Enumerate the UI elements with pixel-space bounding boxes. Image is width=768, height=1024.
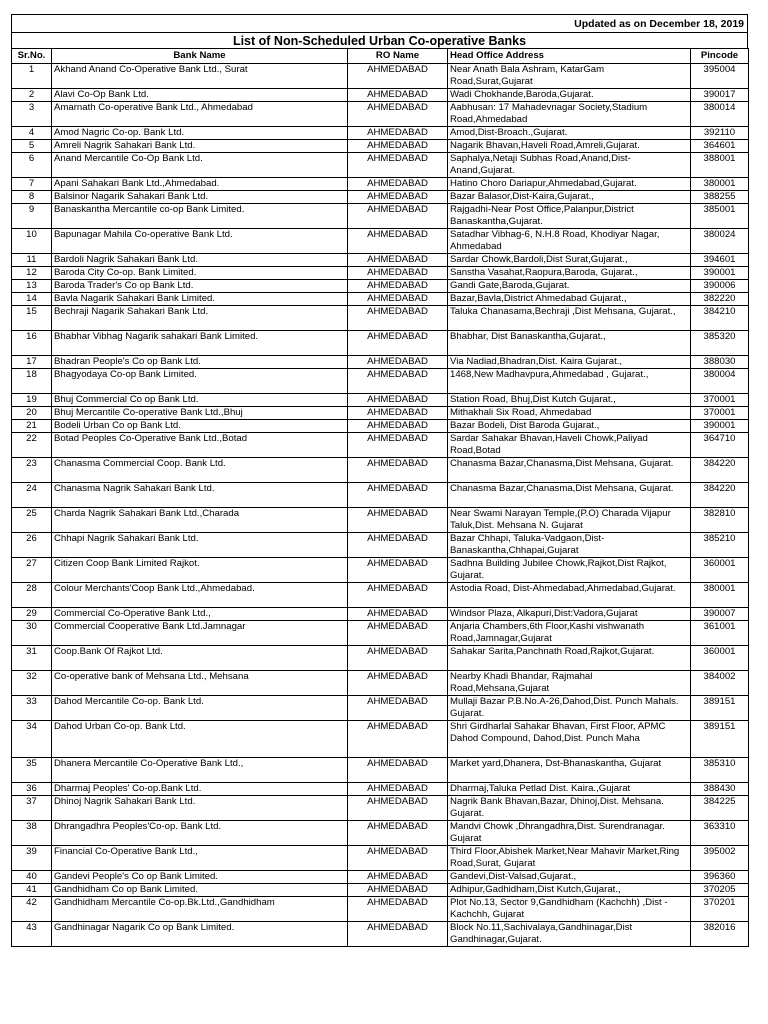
cell-sr-no: 28 [12, 583, 52, 608]
cell-bank-name: Chhapi Nagrik Sahakari Bank Ltd. [52, 533, 348, 558]
table-row [12, 458, 749, 483]
table-row [12, 433, 749, 458]
table-row [12, 280, 749, 293]
cell-ro-name: AHMEDABAD [348, 178, 448, 191]
cell-ro-name: AHMEDABAD [348, 846, 448, 871]
cell-address: Sardar Chowk,Bardoli,Dist Surat,Gujarat., [448, 254, 691, 267]
cell-address: Bazar,Bavla,District Ahmedabad Gujarat., [448, 293, 691, 306]
cell-pincode: 384220 [691, 458, 749, 483]
cell-bank-name: Gandhidham Mercantile Co-op.Bk.Ltd.,Gandhidham [52, 897, 348, 922]
table-row [12, 407, 749, 420]
table-row [12, 153, 749, 178]
cell-ro-name: AHMEDABAD [348, 608, 448, 621]
cell-bank-name: Dharmaj Peoples' Co-op.Bank Ltd. [52, 783, 348, 796]
cell-bank-name: Bechraji Nagarik Sahakari Bank Ltd. [52, 306, 348, 331]
cell-bank-name: Amarnath Co-operative Bank Ltd., Ahmedabad [52, 102, 348, 127]
cell-sr-no: 27 [12, 558, 52, 583]
cell-address: Bazar Chhapi, Taluka-Vadgaon,Dist-Banaskantha,Chhapai,Gujarat [448, 533, 691, 558]
cell-ro-name: AHMEDABAD [348, 483, 448, 508]
cell-pincode: 370001 [691, 394, 749, 407]
cell-sr-no: 25 [12, 508, 52, 533]
cell-sr-no: 30 [12, 621, 52, 646]
cell-pincode: 380001 [691, 178, 749, 191]
cell-address: Gandevi,Dist-Valsad,Gujarat., [448, 871, 691, 884]
cell-address: Saphalya,Netaji Subhas Road,Anand,Dist-Anand,Gujarat. [448, 153, 691, 178]
cell-pincode: 361001 [691, 621, 749, 646]
table-row [12, 783, 749, 796]
cell-address: Astodia Road, Dist-Ahmedabad,Ahmedabad,Gujarat. [448, 583, 691, 608]
header-bank-name: Bank Name [52, 49, 348, 64]
cell-sr-no: 8 [12, 191, 52, 204]
cell-pincode: 388001 [691, 153, 749, 178]
cell-pincode: 370205 [691, 884, 749, 897]
cell-sr-no: 14 [12, 293, 52, 306]
cell-ro-name: AHMEDABAD [348, 127, 448, 140]
cell-bank-name: Botad Peoples Co-Operative Bank Ltd.,Botad [52, 433, 348, 458]
cell-sr-no: 32 [12, 671, 52, 696]
table-row [12, 204, 749, 229]
table-row [12, 922, 749, 947]
cell-sr-no: 37 [12, 796, 52, 821]
table-row [12, 608, 749, 621]
cell-bank-name: Bardoli Nagrik Sahakari Bank Ltd. [52, 254, 348, 267]
cell-pincode: 380001 [691, 583, 749, 608]
cell-address: Wadi Chokhande,Baroda,Gujarat. [448, 89, 691, 102]
cell-sr-no: 20 [12, 407, 52, 420]
cell-pincode: 382810 [691, 508, 749, 533]
cell-address: Nagarik Bhavan,Haveli Road,Amreli,Gujarat. [448, 140, 691, 153]
table-row [12, 140, 749, 153]
cell-sr-no: 35 [12, 758, 52, 783]
cell-address: Gandi Gate,Baroda,Gujarat. [448, 280, 691, 293]
cell-sr-no: 7 [12, 178, 52, 191]
cell-ro-name: AHMEDABAD [348, 796, 448, 821]
cell-ro-name: AHMEDABAD [348, 897, 448, 922]
cell-pincode: 364601 [691, 140, 749, 153]
cell-bank-name: Charda Nagrik Sahakari Bank Ltd.,Charada [52, 508, 348, 533]
cell-pincode: 395004 [691, 64, 749, 89]
cell-address: Station Road, Bhuj,Dist Kutch Gujarat., [448, 394, 691, 407]
cell-bank-name: Dhrangadhra Peoples'Co-op. Bank Ltd. [52, 821, 348, 846]
cell-bank-name: Akhand Anand Co-Operative Bank Ltd., Surat [52, 64, 348, 89]
cell-pincode: 388255 [691, 191, 749, 204]
cell-address: Chanasma Bazar,Chanasma,Dist Mehsana, Gujarat. [448, 483, 691, 508]
table-row [12, 191, 749, 204]
cell-pincode: 389151 [691, 696, 749, 721]
cell-ro-name: AHMEDABAD [348, 533, 448, 558]
cell-bank-name: Banaskantha Mercantile co-op Bank Limited. [52, 204, 348, 229]
cell-sr-no: 22 [12, 433, 52, 458]
cell-bank-name: Bodeli Urban Co op Bank Ltd. [52, 420, 348, 433]
cell-sr-no: 12 [12, 267, 52, 280]
cell-sr-no: 3 [12, 102, 52, 127]
table-row [12, 508, 749, 533]
cell-address: Nearby Khadi Bhandar, Rajmahal Road,Mehsana,Gujarat [448, 671, 691, 696]
cell-bank-name: Dahod Mercantile Co-op. Bank Ltd. [52, 696, 348, 721]
cell-pincode: 392110 [691, 127, 749, 140]
cell-sr-no: 19 [12, 394, 52, 407]
cell-ro-name: AHMEDABAD [348, 280, 448, 293]
cell-address: Shri Girdharlal Sahakar Bhavan, First Floor, APMC Dahod Compound, Dahod,Dist. Punch Maha [448, 721, 691, 758]
cell-pincode: 385210 [691, 533, 749, 558]
cell-ro-name: AHMEDABAD [348, 306, 448, 331]
cell-bank-name: Coop.Bank Of Rajkot Ltd. [52, 646, 348, 671]
cell-address: Third Floor,Abishek Market,Near Mahavir Market,Ring Road,Surat, Gujarat [448, 846, 691, 871]
cell-bank-name: Dahod Urban Co-op. Bank Ltd. [52, 721, 348, 758]
cell-bank-name: Gandhidham Co op Bank Limited. [52, 884, 348, 897]
cell-pincode: 364710 [691, 433, 749, 458]
cell-bank-name: Commercial Cooperative Bank Ltd.Jamnagar [52, 621, 348, 646]
cell-sr-no: 24 [12, 483, 52, 508]
table-row [12, 796, 749, 821]
cell-ro-name: AHMEDABAD [348, 369, 448, 394]
table-row [12, 884, 749, 897]
cell-bank-name: Baroda Trader's Co op Bank Ltd. [52, 280, 348, 293]
cell-address: Near Swami Narayan Temple,(P.O) Charada Vijapur Taluk,Dist. Mehsana N. Gujarat [448, 508, 691, 533]
cell-pincode: 363310 [691, 821, 749, 846]
cell-ro-name: AHMEDABAD [348, 508, 448, 533]
cell-bank-name: Dhanera Mercantile Co-Operative Bank Ltd., [52, 758, 348, 783]
cell-sr-no: 13 [12, 280, 52, 293]
cell-ro-name: AHMEDABAD [348, 356, 448, 369]
cell-ro-name: AHMEDABAD [348, 331, 448, 356]
cell-pincode: 390017 [691, 89, 749, 102]
table-row [12, 420, 749, 433]
table-row [12, 533, 749, 558]
cell-ro-name: AHMEDABAD [348, 821, 448, 846]
cell-address: Amod,Dist-Broach.,Gujarat. [448, 127, 691, 140]
cell-sr-no: 36 [12, 783, 52, 796]
table-row [12, 646, 749, 671]
table-row [12, 306, 749, 331]
table-row [12, 558, 749, 583]
cell-pincode: 380004 [691, 369, 749, 394]
cell-ro-name: AHMEDABAD [348, 229, 448, 254]
cell-sr-no: 2 [12, 89, 52, 102]
cell-ro-name: AHMEDABAD [348, 254, 448, 267]
cell-sr-no: 26 [12, 533, 52, 558]
cell-sr-no: 34 [12, 721, 52, 758]
cell-pincode: 360001 [691, 646, 749, 671]
cell-ro-name: AHMEDABAD [348, 394, 448, 407]
cell-address: Near Anath Bala Ashram, KatarGam Road,Surat,Gujarat [448, 64, 691, 89]
updated-date: Updated as on December 18, 2019 [11, 14, 748, 32]
cell-pincode: 388030 [691, 356, 749, 369]
cell-sr-no: 10 [12, 229, 52, 254]
table-row [12, 178, 749, 191]
cell-sr-no: 6 [12, 153, 52, 178]
cell-sr-no: 33 [12, 696, 52, 721]
cell-address: Mandvi Chowk ,Dhrangadhra,Dist. Surendranagar. Gujarat [448, 821, 691, 846]
cell-bank-name: Colour Merchants'Coop Bank Ltd.,Ahmedabad. [52, 583, 348, 608]
cell-ro-name: AHMEDABAD [348, 758, 448, 783]
cell-pincode: 390001 [691, 267, 749, 280]
cell-address: Bazar Balasor,Dist-Kaira,Gujarat., [448, 191, 691, 204]
cell-pincode: 370201 [691, 897, 749, 922]
cell-sr-no: 11 [12, 254, 52, 267]
cell-ro-name: AHMEDABAD [348, 696, 448, 721]
header-sr-no: Sr.No. [12, 49, 52, 64]
cell-bank-name: Chanasma Commercial Coop. Bank Ltd. [52, 458, 348, 483]
table-row [12, 89, 749, 102]
cell-bank-name: Baroda City Co-op. Bank Limited. [52, 267, 348, 280]
cell-pincode: 380024 [691, 229, 749, 254]
cell-pincode: 390006 [691, 280, 749, 293]
table-row [12, 229, 749, 254]
cell-ro-name: AHMEDABAD [348, 102, 448, 127]
cell-sr-no: 38 [12, 821, 52, 846]
table-row [12, 64, 749, 89]
cell-sr-no: 29 [12, 608, 52, 621]
cell-address: Mullaji Bazar P.B.No.A-26,Dahod,Dist. Punch Mahals. Gujarat. [448, 696, 691, 721]
cell-pincode: 385320 [691, 331, 749, 356]
document-title: List of Non-Scheduled Urban Co-operative Banks [11, 32, 748, 48]
table-header-row [12, 49, 749, 64]
cell-bank-name: Anand Mercantile Co-Op Bank Ltd. [52, 153, 348, 178]
cell-sr-no: 21 [12, 420, 52, 433]
cell-ro-name: AHMEDABAD [348, 433, 448, 458]
cell-address: Sardar Sahakar Bhavan,Haveli Chowk,Paliyad Road,Botad [448, 433, 691, 458]
table-row [12, 267, 749, 280]
cell-ro-name: AHMEDABAD [348, 783, 448, 796]
cell-pincode: 394601 [691, 254, 749, 267]
cell-address: Aabhusan: 17 Mahadevnagar Society,Stadium Road,Ahmedabad [448, 102, 691, 127]
cell-bank-name: Commercial Co-Operative Bank Ltd., [52, 608, 348, 621]
cell-address: Adhipur,Gadhidham,Dist Kutch,Gujarat., [448, 884, 691, 897]
cell-address: Dharmaj,Taluka Petlad Dist. Kaira.,Gujarat [448, 783, 691, 796]
cell-sr-no: 1 [12, 64, 52, 89]
table-row [12, 821, 749, 846]
cell-sr-no: 40 [12, 871, 52, 884]
cell-ro-name: AHMEDABAD [348, 267, 448, 280]
table-row [12, 127, 749, 140]
table-row [12, 356, 749, 369]
cell-address: 1468,New Madhavpura,Ahmedabad , Gujarat., [448, 369, 691, 394]
cell-sr-no: 31 [12, 646, 52, 671]
cell-ro-name: AHMEDABAD [348, 583, 448, 608]
cell-sr-no: 43 [12, 922, 52, 947]
document-sheet [11, 14, 748, 947]
cell-address: Sanstha Vasahat,Raopura,Baroda, Gujarat., [448, 267, 691, 280]
cell-address: Bhabhar, Dist Banaskantha,Gujarat., [448, 331, 691, 356]
table-row [12, 846, 749, 871]
cell-sr-no: 5 [12, 140, 52, 153]
cell-pincode: 385310 [691, 758, 749, 783]
cell-ro-name: AHMEDABAD [348, 558, 448, 583]
table-row [12, 102, 749, 127]
cell-bank-name: Bhuj Commercial Co op Bank Ltd. [52, 394, 348, 407]
cell-address: Block No.11,Sachivalaya,Gandhinagar,Dist Gandhinagar,Gujarat. [448, 922, 691, 947]
table-row [12, 583, 749, 608]
table-row [12, 483, 749, 508]
cell-ro-name: AHMEDABAD [348, 64, 448, 89]
cell-address: Via Nadiad,Bhadran,Dist. Kaira Gujarat., [448, 356, 691, 369]
cell-bank-name: Alavi Co-Op Bank Ltd. [52, 89, 348, 102]
cell-sr-no: 9 [12, 204, 52, 229]
cell-bank-name: Financial Co-Operative Bank Ltd., [52, 846, 348, 871]
cell-pincode: 382016 [691, 922, 749, 947]
cell-ro-name: AHMEDABAD [348, 458, 448, 483]
cell-address: Windsor Plaza, Alkapuri,Dist:Vadora,Gujarat [448, 608, 691, 621]
cell-ro-name: AHMEDABAD [348, 140, 448, 153]
cell-ro-name: AHMEDABAD [348, 191, 448, 204]
table-row [12, 897, 749, 922]
table-row [12, 331, 749, 356]
cell-bank-name: Bhagyodaya Co-op Bank Limited. [52, 369, 348, 394]
cell-bank-name: Gandevi People's Co op Bank Limited. [52, 871, 348, 884]
cell-ro-name: AHMEDABAD [348, 871, 448, 884]
cell-address: Chanasma Bazar,Chanasma,Dist Mehsana, Gujarat. [448, 458, 691, 483]
cell-pincode: 382220 [691, 293, 749, 306]
cell-bank-name: Bhuj Mercantile Co-operative Bank Ltd.,Bhuj [52, 407, 348, 420]
table-row [12, 871, 749, 884]
cell-sr-no: 16 [12, 331, 52, 356]
cell-bank-name: Gandhinagar Nagarik Co op Bank Limited. [52, 922, 348, 947]
table-row [12, 394, 749, 407]
cell-ro-name: AHMEDABAD [348, 621, 448, 646]
cell-ro-name: AHMEDABAD [348, 204, 448, 229]
cell-bank-name: Apani Sahakari Bank Ltd.,Ahmedabad. [52, 178, 348, 191]
cell-sr-no: 42 [12, 897, 52, 922]
cell-address: Hatino Choro Dariapur,Ahmedabad,Gujarat. [448, 178, 691, 191]
cell-pincode: 384220 [691, 483, 749, 508]
cell-ro-name: AHMEDABAD [348, 646, 448, 671]
table-row [12, 254, 749, 267]
cell-bank-name: Chanasma Nagrik Sahakari Bank Ltd. [52, 483, 348, 508]
cell-ro-name: AHMEDABAD [348, 721, 448, 758]
cell-address: Nagrik Bank Bhavan,Bazar, Dhinoj,Dist. Mehsana. Gujarat. [448, 796, 691, 821]
cell-address: Taluka Chanasama,Bechraji ,Dist Mehsana, Gujarat., [448, 306, 691, 331]
cell-sr-no: 41 [12, 884, 52, 897]
cell-address: Mithakhali Six Road, Ahmedabad [448, 407, 691, 420]
cell-pincode: 360001 [691, 558, 749, 583]
cell-sr-no: 17 [12, 356, 52, 369]
cell-pincode: 388430 [691, 783, 749, 796]
cell-bank-name: Balsinor Nagarik Sahakari Bank Ltd. [52, 191, 348, 204]
cell-ro-name: AHMEDABAD [348, 293, 448, 306]
cell-bank-name: Co-operative bank of Mehsana Ltd., Mehsana [52, 671, 348, 696]
cell-bank-name: Bhabhar Vibhag Nagarik sahakari Bank Limited. [52, 331, 348, 356]
cell-pincode: 380014 [691, 102, 749, 127]
table-row [12, 621, 749, 646]
cell-sr-no: 15 [12, 306, 52, 331]
header-ro-name: RO Name [348, 49, 448, 64]
cell-sr-no: 18 [12, 369, 52, 394]
cell-sr-no: 23 [12, 458, 52, 483]
cell-address: Market yard,Dhanera, Dst-Bhanaskantha, Gujarat [448, 758, 691, 783]
cell-pincode: 389151 [691, 721, 749, 758]
bank-table [11, 48, 749, 947]
cell-pincode: 384210 [691, 306, 749, 331]
cell-bank-name: Bapunagar Mahila Co-operative Bank Ltd. [52, 229, 348, 254]
cell-ro-name: AHMEDABAD [348, 671, 448, 696]
cell-address: Plot No.13, Sector 9,Gandhidham (Kachchh) ,Dist - Kachchh, Gujarat [448, 897, 691, 922]
cell-bank-name: Citizen Coop Bank Limited Rajkot. [52, 558, 348, 583]
header-head-office-address: Head Office Address [448, 49, 691, 64]
cell-address: Anjaria Chambers,6th Floor,Kashi vishwanath Road,Jamnagar,Gujarat [448, 621, 691, 646]
header-pincode: Pincode [691, 49, 749, 64]
cell-sr-no: 39 [12, 846, 52, 871]
table-row [12, 671, 749, 696]
cell-bank-name: Amod Nagric Co-op. Bank Ltd. [52, 127, 348, 140]
cell-ro-name: AHMEDABAD [348, 922, 448, 947]
cell-ro-name: AHMEDABAD [348, 89, 448, 102]
cell-pincode: 385001 [691, 204, 749, 229]
cell-ro-name: AHMEDABAD [348, 884, 448, 897]
table-row [12, 293, 749, 306]
cell-ro-name: AHMEDABAD [348, 153, 448, 178]
cell-ro-name: AHMEDABAD [348, 407, 448, 420]
cell-address: Rajgadhi-Near Post Office,Palanpur,District Banaskantha,Gujarat. [448, 204, 691, 229]
cell-sr-no: 4 [12, 127, 52, 140]
cell-pincode: 390007 [691, 608, 749, 621]
table-row [12, 369, 749, 394]
cell-pincode: 390001 [691, 420, 749, 433]
table-row [12, 721, 749, 758]
cell-address: Satadhar Vibhag-6, N.H.8 Road, Khodiyar Nagar, Ahmedabad [448, 229, 691, 254]
cell-bank-name: Dhinoj Nagrik Sahakari Bank Ltd. [52, 796, 348, 821]
cell-pincode: 384225 [691, 796, 749, 821]
cell-pincode: 395002 [691, 846, 749, 871]
table-row [12, 758, 749, 783]
cell-address: Sadhna Building Jubilee Chowk,Rajkot,Dist Rajkot, Gujarat. [448, 558, 691, 583]
table-body [12, 64, 749, 947]
cell-bank-name: Bhadran People's Co op Bank Ltd. [52, 356, 348, 369]
cell-pincode: 370001 [691, 407, 749, 420]
table-row [12, 696, 749, 721]
cell-bank-name: Bavla Nagarik Sahakari Bank Limited. [52, 293, 348, 306]
cell-pincode: 396360 [691, 871, 749, 884]
cell-pincode: 384002 [691, 671, 749, 696]
cell-address: Bazar Bodeli, Dist Baroda Gujarat., [448, 420, 691, 433]
cell-bank-name: Amreli Nagrik Sahakari Bank Ltd. [52, 140, 348, 153]
cell-address: Sahakar Sarita,Panchnath Road,Rajkot,Gujarat. [448, 646, 691, 671]
cell-ro-name: AHMEDABAD [348, 420, 448, 433]
